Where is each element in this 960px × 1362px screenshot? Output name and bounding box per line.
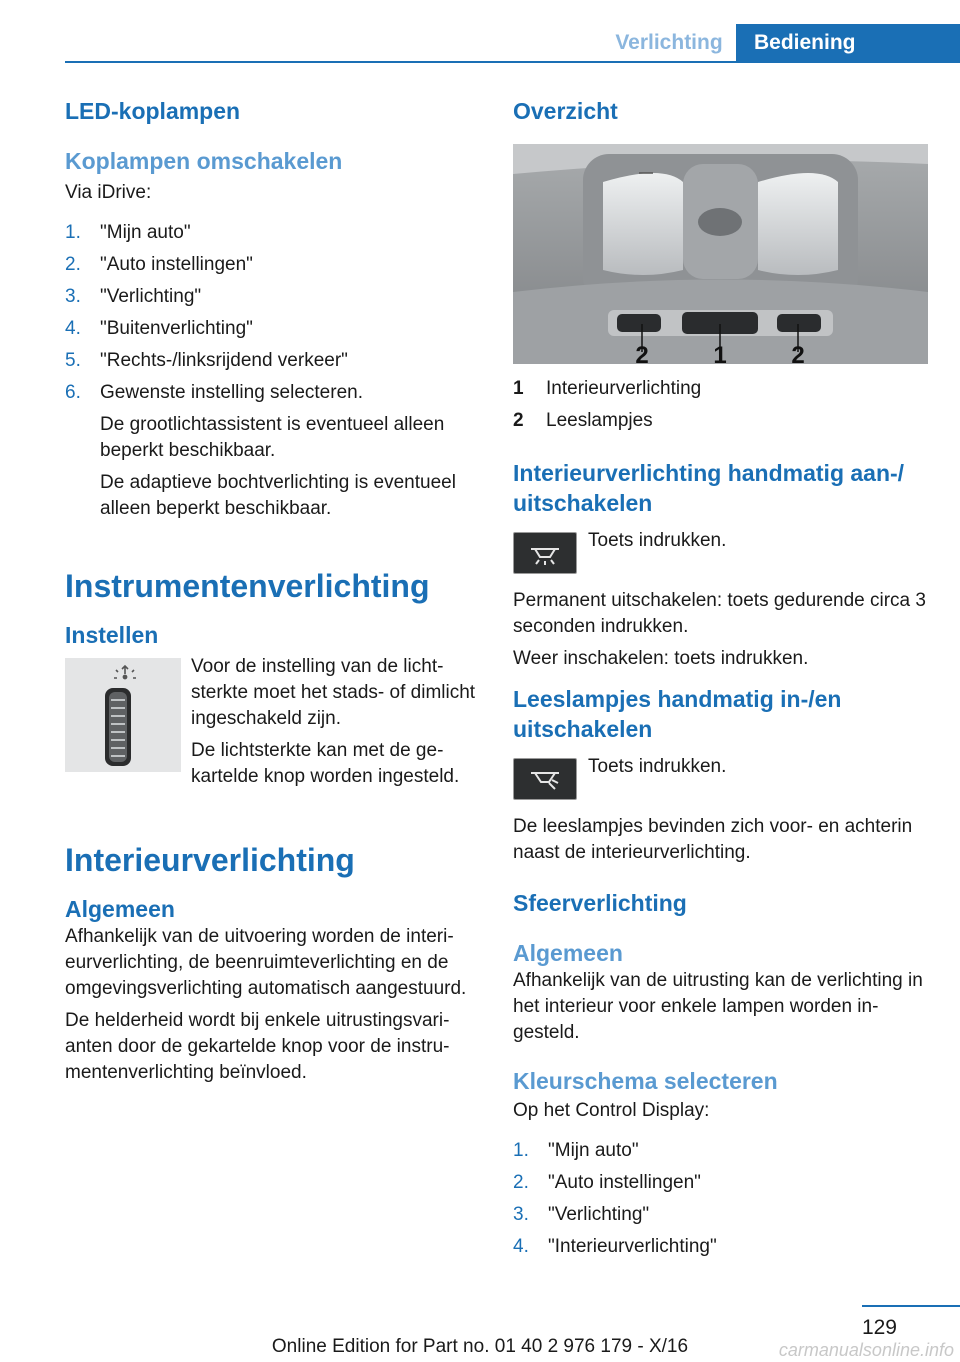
step-text: "Buitenverlichting"	[100, 318, 253, 339]
step-text: Gewenste instelling selecteren.	[100, 382, 363, 403]
toets-text-1: Toets indrukken.	[588, 530, 727, 551]
interior-button-row	[513, 528, 929, 574]
overzicht-heading: Overzicht	[513, 98, 618, 124]
instellen-p2: De lichtsterkte kan met de gekartelde knop worden ingesteld.	[191, 740, 460, 787]
led-heading: LED-koplampen	[65, 98, 241, 124]
idrive-steps	[65, 220, 477, 406]
list-item	[513, 1170, 929, 1196]
perm-text: Permanent uitschakelen: toets gedurende circa 3 seconden indrukken.	[513, 590, 926, 637]
step-number: 1.	[513, 1140, 529, 1161]
note-grootlicht: De grootlichtassistent is eventueel alleen beperkt beschikbaar.	[100, 414, 445, 461]
step-text: "Mijn auto"	[548, 1140, 639, 1161]
header-section-tab[interactable]: Verlichting	[615, 31, 723, 54]
list-item	[513, 1234, 929, 1260]
weer-text: Weer inschakelen: toets indrukken.	[513, 648, 809, 669]
photo-legend	[513, 376, 929, 434]
lees-heading: Leeslampjes handmatig in-/en uitschakelen	[513, 686, 842, 742]
reading-button-row	[513, 754, 929, 800]
edition-note: Online Edition for Part no. 01 40 2 976 179 - X/16	[271, 1336, 689, 1357]
interior-light-button-icon	[513, 532, 577, 574]
via-text: Via iDrive:	[65, 182, 152, 203]
footer-rule	[862, 1305, 960, 1307]
instellen-p1: Voor de instelling van de lichtsterkte moet het stads- of dimlicht ingeschakeld zijn.	[191, 656, 476, 729]
step-text: "Verlichting"	[548, 1204, 650, 1225]
sfeer-heading: Sfeerverlichting	[513, 890, 687, 916]
list-item	[65, 380, 477, 406]
step-number: 3.	[65, 286, 81, 307]
handmatig-heading: Interieurverlichting handmatig aan-/ uitschakelen	[513, 460, 905, 516]
legend-text: Interieurverlichting	[546, 378, 702, 399]
list-item	[513, 1202, 929, 1228]
list-item	[65, 348, 477, 374]
step-text: "Auto instellingen"	[100, 254, 253, 275]
step-text: "Verlichting"	[100, 286, 202, 307]
legend-text: Leeslampjes	[546, 410, 653, 431]
watermark: carmanualsonline.info	[778, 1340, 954, 1360]
step-number: 4.	[65, 318, 81, 339]
list-item	[65, 220, 477, 246]
reading-light-button-icon	[513, 758, 577, 800]
control-display-steps	[513, 1138, 929, 1260]
photo-label-left: 2	[635, 342, 649, 364]
note-bochtverlichting: De adaptieve bochtverlichting is eventueel alleen beperkt beschikbaar.	[100, 472, 456, 519]
step-number: 4.	[513, 1236, 529, 1257]
step-number: 2.	[513, 1172, 529, 1193]
dimmer-wheel-icon	[65, 658, 181, 772]
legend-row	[513, 376, 929, 402]
step-number: 6.	[65, 382, 81, 403]
list-item	[65, 252, 477, 278]
overhead-console-photo	[513, 144, 928, 364]
step-number: 2.	[65, 254, 81, 275]
header-chapter-tab[interactable]: Bediening	[736, 24, 960, 62]
list-item	[65, 284, 477, 310]
legend-row	[513, 408, 929, 434]
legend-number: 2	[513, 410, 524, 431]
legend-number: 1	[513, 378, 524, 399]
interieur-heading: Interieurverlichting	[65, 842, 355, 878]
photo-label-center: 1	[713, 342, 727, 364]
cd-text: Op het Control Display:	[513, 1100, 710, 1121]
sfeer-text: Afhankelijk van de uitrusting kan de verlichting in het interieur voor enkele lampen worden ingesteld.	[513, 970, 923, 1043]
list-item	[65, 316, 477, 342]
step-text: "Auto instellingen"	[548, 1172, 701, 1193]
photo-label-right: 2	[791, 342, 805, 364]
switch-heading: Koplampen omschakelen	[65, 148, 343, 174]
algemeen-heading: Algemeen	[65, 896, 175, 922]
algemeen-p1: Afhankelijk van de uitvoering worden de interieurverlichting, de beenruimteverlichting en de omgevingsverlichting automatisch aangestuurd.	[65, 926, 467, 999]
page-number: 129	[861, 1316, 897, 1339]
dimmer-text	[181, 654, 477, 790]
instrument-heading: Instrumentenverlichting	[65, 568, 430, 604]
step-number: 3.	[513, 1204, 529, 1225]
dimmer-block	[65, 654, 477, 790]
list-item	[513, 1138, 929, 1164]
right-column	[513, 96, 929, 1266]
step-text: "Interieurverlichting"	[548, 1236, 717, 1257]
header-rule	[65, 61, 960, 63]
step-text: "Rechts-/linksrijdend verkeer"	[100, 350, 348, 371]
left-column	[65, 96, 477, 1086]
lees-text: De leeslampjes bevinden zich voor- en achterin naast de interieurverlichting.	[513, 816, 913, 863]
algemeen-p2: De helderheid wordt bij enkele uitrustingsvarianten door de gekartelde knop voor de instrumentenverlichting beïnvloed.	[65, 1010, 450, 1083]
step-text: "Mijn auto"	[100, 222, 191, 243]
toets-text-2: Toets indrukken.	[588, 756, 727, 777]
step-number: 1.	[65, 222, 81, 243]
kleur-heading: Kleurschema selecteren	[513, 1068, 778, 1094]
step-number: 5.	[65, 350, 81, 371]
instellen-heading: Instellen	[65, 622, 159, 648]
sfeer-algemeen-heading: Algemeen	[513, 940, 623, 966]
